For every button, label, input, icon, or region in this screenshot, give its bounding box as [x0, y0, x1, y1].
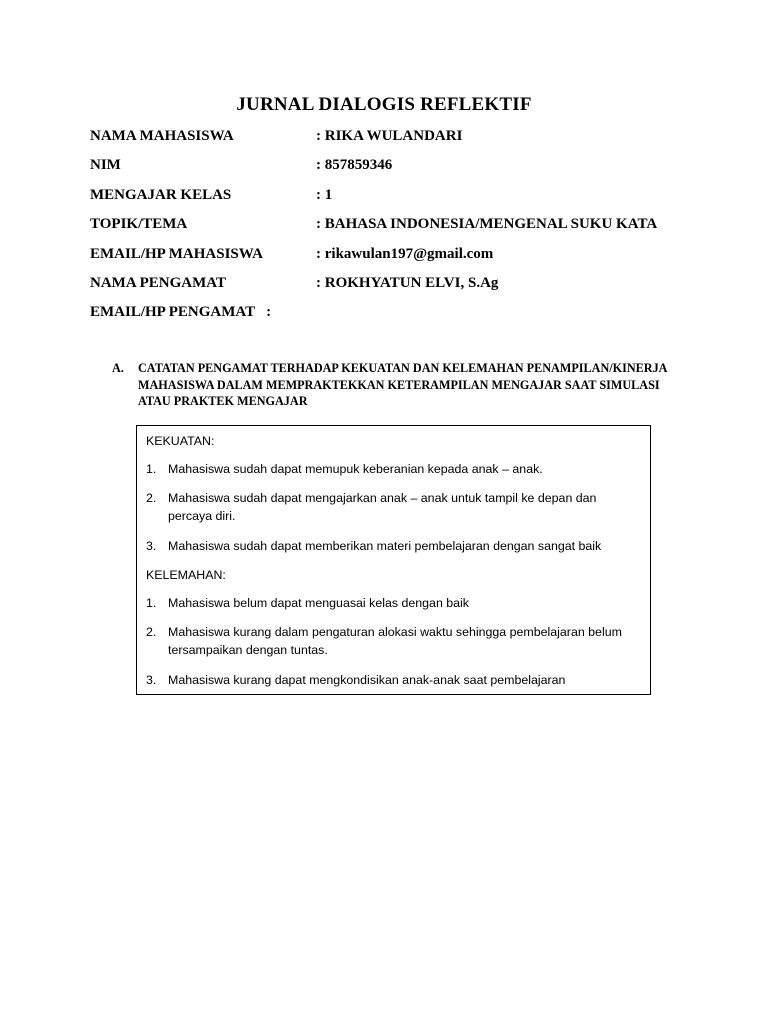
kekuatan-label: KEKUATAN:: [146, 434, 215, 448]
info-value: : rikawulan197@gmail.com: [316, 245, 494, 262]
info-label: MENGAJAR KELAS: [90, 186, 232, 203]
item-text: Mahasiswa kurang dalam pengaturan alokasi waktu sehingga pembelajaran belum tersampaikan dengan tuntas.: [168, 625, 622, 657]
section-heading: CATATAN PENGAMAT TERHADAP KEKUATAN DAN KELEMAHAN PENAMPILAN/KINERJA MAHASISWA DALAM MEMPRAKTEKKAN KETERAMPILAN MENGAJAR SAAT SIMULASI ATAU PRAKTEK MENGAJAR: [138, 361, 667, 408]
info-label: NAMA PENGAMAT: [90, 274, 226, 291]
info-value: : 857859346: [316, 157, 393, 174]
info-value: : ROKHYATUN ELVI, S.Ag: [316, 274, 499, 291]
kelemahan-label: KELEMAHAN:: [146, 568, 226, 582]
info-label: EMAIL/HP MAHASISWA: [90, 245, 263, 262]
item-number: 3.: [146, 673, 157, 687]
info-label: NAMA MAHASISWA: [90, 128, 234, 144]
info-value: : RIKA WULANDARI: [316, 128, 463, 144]
item-text: Mahasiswa kurang dapat mengkondisikan anak-anak saat pembelajaran: [168, 673, 566, 687]
section-letter: A.: [112, 361, 124, 375]
info-label: EMAIL/HP PENGAMAT :: [90, 304, 272, 321]
info-value: : BAHASA INDONESIA/MENGENAL SUKU KATA: [316, 216, 658, 233]
info-label: NIM: [90, 157, 121, 174]
item-number: 3.: [146, 539, 157, 553]
item-text: Mahasiswa sudah dapat memupuk keberanian kepada anak – anak.: [168, 462, 543, 476]
item-number: 1.: [146, 596, 157, 610]
observation-box: [136, 425, 651, 695]
document-title: JURNAL DIALOGIS REFLEKTIF: [236, 94, 532, 115]
item-text: Mahasiswa sudah dapat memberikan materi pembelajaran dengan sangat baik: [168, 539, 602, 553]
item-text: Mahasiswa belum dapat menguasai kelas dengan baik: [168, 596, 470, 610]
item-number: 1.: [146, 462, 157, 476]
info-label: TOPIK/TEMA: [90, 216, 188, 233]
item-number: 2.: [146, 625, 157, 639]
item-number: 2.: [146, 491, 157, 505]
item-text: Mahasiswa sudah dapat mengajarkan anak – anak untuk tampil ke depan dan percaya diri.: [168, 491, 597, 523]
info-value: : 1: [316, 186, 333, 203]
